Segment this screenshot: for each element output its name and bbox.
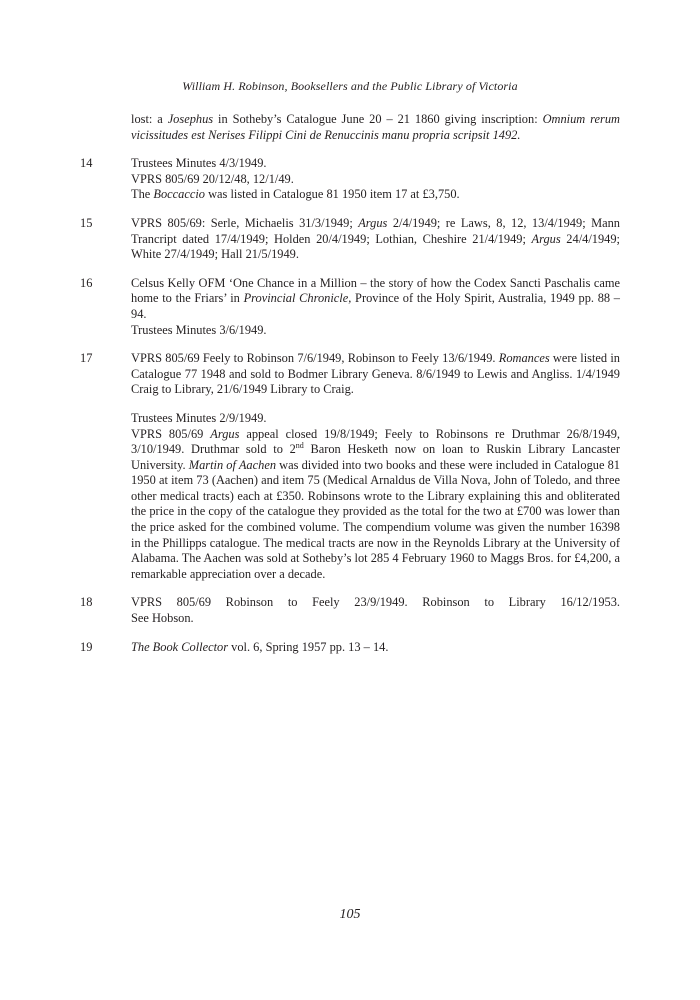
text-run: were listed in Catalogue 77 1948 and sold to Bodmer Library Geneva. 8/6/1949 to Lewis and Angliss. 1/4/1949 Craig to Library, 21/6/1949 Library to Craig.	[131, 351, 620, 397]
text-run: The	[131, 187, 154, 202]
text-run: appeal closed 19/8/1949; Feely to Robinsons re Druthmar 26/8/1949, 3/10/1949. Druthmar sold to 2	[131, 426, 621, 457]
italic-run: Boccaccio	[153, 187, 205, 202]
endnote-16	[80, 276, 620, 338]
endnote-line: See Hobson.	[131, 611, 194, 626]
italic-run: Josephus	[167, 112, 214, 126]
endnote-paragraph	[131, 156, 620, 203]
endnote-number: 14	[80, 156, 93, 171]
endnote-number: 18	[80, 595, 93, 610]
endnote-line: VPRS 805/69 Robinson to Feely 23/9/1949. Robinson to Library 16/12/1953.	[131, 595, 620, 610]
endnote-paragraph	[131, 640, 620, 656]
endnote-19	[80, 640, 620, 656]
text-run: VPRS 805/69: Serle, Michaelis 31/3/1949;	[131, 215, 359, 230]
text-run: Province of the Holy Spirit, Australia, 1949 pp. 88 – 94.	[131, 291, 621, 321]
endnote-14	[80, 156, 620, 203]
endnote-text	[131, 276, 620, 338]
endnote-paragraph	[131, 276, 620, 338]
endnote-text	[131, 351, 620, 582]
text-run: lost: a	[131, 112, 168, 126]
text-run: Trustees Minutes 3/6/1949.	[131, 322, 267, 337]
endnote-number	[80, 112, 131, 143]
endnote-number: 17	[80, 351, 93, 366]
endnote-text	[131, 156, 620, 203]
endnote-number: 19	[80, 639, 93, 654]
superscript-run: nd	[295, 440, 304, 450]
endnote-paragraph	[131, 351, 620, 398]
endnote-number: 16	[80, 275, 93, 290]
italic-run: Argus	[531, 231, 561, 246]
italic-run: Omnium rerum vicissitudes est Nerises Filippi Cini de Renuccinis manu propria scripsit 1492.	[131, 112, 621, 142]
italic-run: Argus	[210, 426, 240, 441]
text-run: VPRS 805/69	[131, 426, 211, 441]
italic-run: Argus	[358, 215, 388, 230]
running-head: William H. Robinson, Booksellers and the Public Library of Victoria	[182, 79, 518, 93]
italic-run: The Book Collector	[131, 639, 229, 654]
text-run: VPRS 805/69 20/12/48, 12/1/49.	[131, 171, 294, 186]
italic-run: Romances	[498, 351, 550, 366]
endnote-17	[80, 351, 620, 582]
endnote-continued	[80, 112, 620, 143]
endnote-text	[131, 216, 620, 263]
endnote-paragraph	[131, 112, 620, 143]
text-run: was divided into two books and these were included in Catalogue 81 1950 at item 73 (Aachen) and item 75 (Medical Arnaldus de Villa Nova, John of Toledo, and three other medical tracts) each at £350. Robinsons wrote to the Library explaining this and obliterated the price in the copy of the catalogue they provided as the total for the two at £700 was lower than the price asked for the combined volume. The compendium volume was given the number 16398 in the Phillipps catalogue. The medical tracts are now in the Reynolds Library at the University of Alabama. The Aachen was sold at Sotheby’s lot 285 4 February 1960 to Maggs Bros. for £4,200, a remarkable appreciation over a decade.	[131, 457, 620, 581]
italic-run: Martin of Aachen	[188, 457, 277, 472]
endnotes-list	[80, 112, 620, 655]
italic-run: Provincial Chronicle,	[243, 291, 352, 306]
endnote-18	[80, 595, 620, 626]
endnote-text	[131, 640, 620, 656]
text-run: in Sotheby’s Catalogue June 20 – 21 1860 giving inscription:	[213, 112, 543, 126]
text-run: Baron Hesketh now on loan to Ruskin Library Lancaster University.	[131, 442, 620, 472]
page-number: 105	[339, 907, 361, 922]
endnote-text	[131, 595, 620, 626]
endnote-paragraph	[131, 216, 620, 263]
endnote-paragraph	[131, 411, 620, 583]
endnote-number: 15	[80, 215, 93, 230]
text-run: 24/4/1949; White 27/4/1949; Hall 21/5/1949.	[131, 231, 620, 262]
text-run: Celsus Kelly OFM ‘One Chance in a Million – the story of how the Codex Sancti Paschalis came home to the Friars’ in	[131, 275, 620, 306]
text-run: vol. 6, Spring 1957 pp. 13 – 14.	[228, 639, 389, 654]
text-run: was listed in Catalogue 81 1950 item 17 at £3,750.	[204, 187, 460, 202]
text-run: VPRS 805/69 Feely to Robinson 7/6/1949, Robinson to Feely 13/6/1949.	[131, 351, 499, 366]
text-run: Trustees Minutes 2/9/1949.	[131, 410, 267, 425]
text-run: Trustees Minutes 4/3/1949.	[131, 156, 267, 171]
endnote-15	[80, 216, 620, 263]
endnote-text	[131, 112, 620, 143]
text-run: 2/4/1949; re Laws, 8, 12, 13/4/1949; Mann Trancript dated 17/4/1949; Holden 20/4/1949; Lothian, Cheshire 21/4/1949;	[131, 215, 620, 246]
